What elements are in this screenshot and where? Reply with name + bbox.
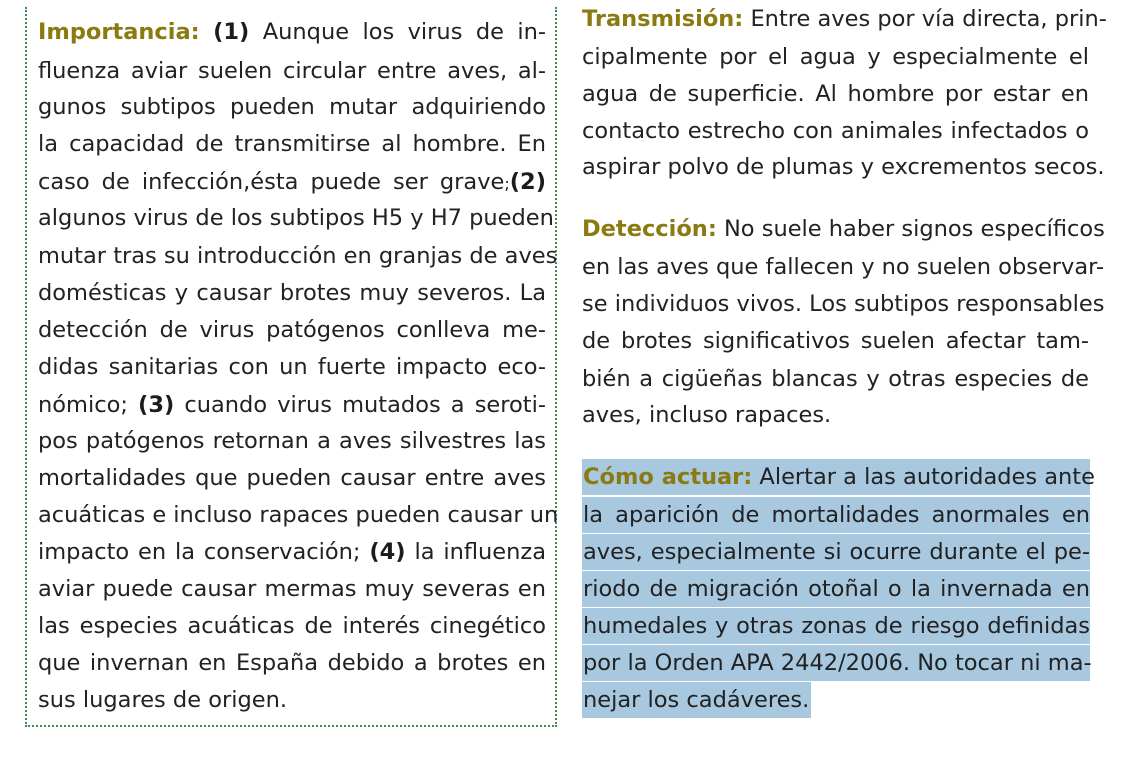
importancia-line-9: detección de virus patógenos conlleva me- (38, 317, 546, 343)
importancia-num-1: (1) (213, 19, 250, 45)
importancia-line-18: que invernan en España debido a brotes en (38, 650, 546, 676)
importancia-line-3: gunos subtipos pueden mutar adquiriendo (38, 94, 546, 120)
importancia-line-15: impacto en la conservación; (4) la influenza (38, 539, 546, 565)
transmision-line-2: cipalmente por el agua y especialmente el (582, 44, 1089, 70)
importancia-line-1: Importancia: (1) Aunque los virus de in- (38, 19, 546, 45)
como-actuar-heading: Cómo actuar: (583, 464, 753, 490)
importancia-line-10: didas sanitarias con un fuerte impacto eco- (38, 354, 546, 380)
deteccion-line-5: bién a cigüeñas blancas y otras especies de (582, 366, 1089, 392)
importancia-num-4: (4) (369, 539, 406, 565)
como-actuar-line-1: Cómo actuar: Alertar a las autoridades ante (582, 459, 1090, 495)
como-actuar-line-5: humedales y otras zonas de riesgo definidas (582, 608, 1090, 644)
importancia-line-7: mutar tras su introducción en granjas de aves (38, 243, 558, 269)
como-actuar-line-3: aves, especialmente si ocurre durante el pe- (582, 534, 1090, 570)
importancia-num-2: (2) (509, 169, 546, 195)
deteccion-line-6: aves, incluso rapaces. (582, 402, 832, 428)
como-actuar-line-2: la aparición de mortalidades anormales en (582, 497, 1090, 533)
importancia-line-11: nómico; (3) cuando virus mutados a seroti- (38, 392, 546, 418)
importancia-line-4: la capacidad de transmitirse al hombre. En (38, 131, 546, 157)
importancia-line-2: fluenza aviar suelen circular entre aves, al- (38, 58, 546, 84)
como-actuar-line-7: nejar los cadáveres. (582, 682, 811, 718)
importancia-line-19: sus lugares de origen. (38, 687, 287, 713)
deteccion-line-1: Detección: No suele haber signos específicos (582, 216, 1105, 242)
transmision-heading: Transmisión: (582, 6, 744, 32)
importancia-line-6: algunos virus de los subtipos H5 y H7 pueden (38, 205, 554, 231)
transmision-line-4: contacto estrecho con animales infectados o (582, 118, 1089, 144)
importancia-line-12: pos patógenos retornan a aves silvestres las (38, 428, 546, 454)
como-actuar-line-6: por la Orden APA 2442/2006. No tocar ni ma- (582, 645, 1090, 681)
importancia-heading: Importancia: (38, 19, 200, 45)
deteccion-line-3: se individuos vivos. Los subtipos responsables (582, 291, 1105, 317)
deteccion-heading: Detección: (582, 216, 717, 242)
importancia-line-14: acuáticas e incluso rapaces pueden causar un (38, 502, 559, 528)
importancia-line-16: aviar puede causar mermas muy severas en (38, 576, 546, 602)
transmision-line-1: Transmisión: Entre aves por vía directa, prin- (582, 6, 1107, 32)
transmision-line-3: agua de superficie. Al hombre por estar en (582, 81, 1089, 107)
importancia-line-8: domésticas y causar brotes muy severos. La (38, 280, 546, 306)
deteccion-line-2: en las aves que fallecen y no suelen observar- (582, 254, 1105, 280)
deteccion-line-4: de brotes significativos suelen afectar tam- (582, 328, 1089, 354)
transmision-line-5: aspirar polvo de plumas y excrementos secos. (582, 154, 1105, 180)
importancia-line-13: mortalidades que pueden causar entre aves (38, 465, 546, 491)
importancia-num-3: (3) (138, 392, 175, 418)
importancia-line-5: caso de infección,ésta puede ser grave;(2) (38, 169, 546, 195)
como-actuar-line-4: riodo de migración otoñal o la invernada en (582, 571, 1090, 607)
importancia-line-17: las especies acuáticas de interés cinegético (38, 613, 546, 639)
